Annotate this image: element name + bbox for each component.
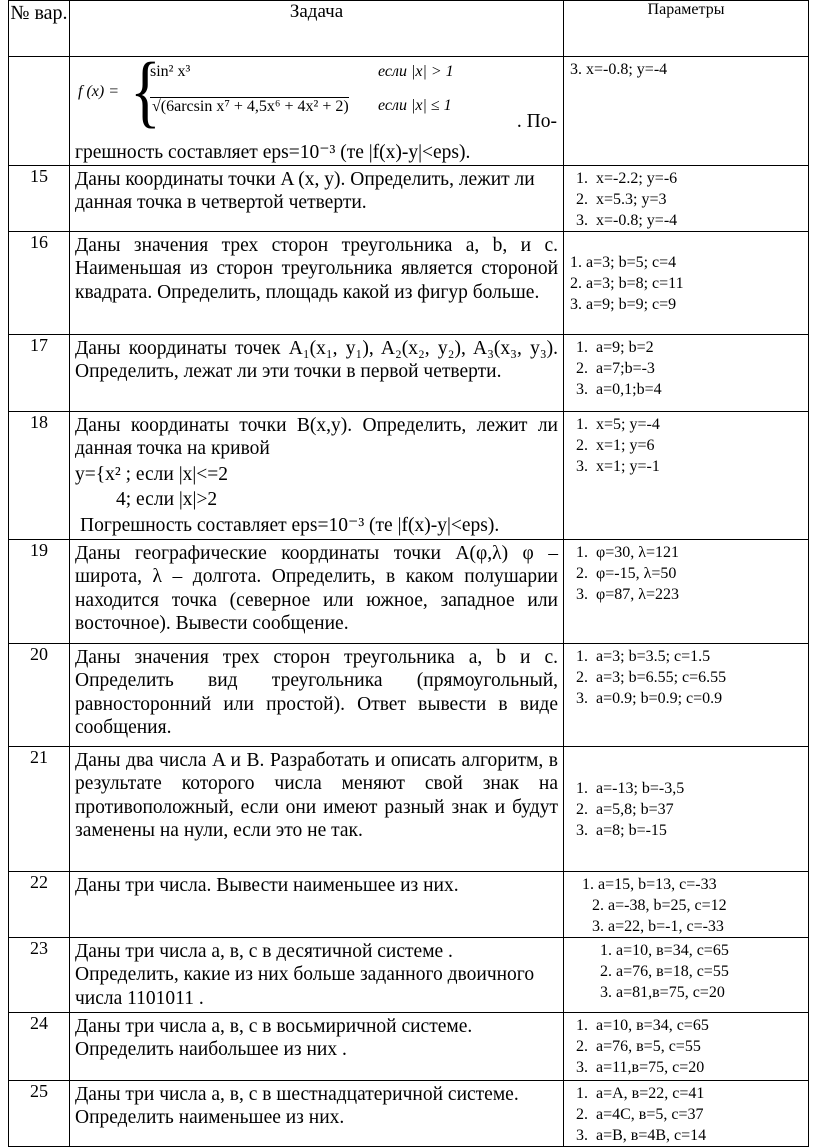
param-item: 2. a=76, в=5, c=55	[592, 1036, 804, 1057]
param-item: 3. a=22, b=-1, c=-33	[592, 917, 724, 935]
brace-icon: {	[130, 56, 161, 135]
param-item: 2. a=7;b=-3	[592, 358, 804, 379]
param-item: 1. a=3; b=5; c=4	[570, 254, 677, 271]
task-text: Даны три числа. Вывести наименьшее из них.	[75, 874, 459, 896]
task-cell	[70, 1080, 564, 1146]
param-item: 1. a=-13; b=-3,5	[592, 778, 804, 799]
param-item: 3. a=81,в=75, c=20	[600, 983, 725, 1001]
task-text: Даны значения трех сторон треугольника a, b и c. Определить вид треугольника (прямоугольный, равносторонний или простой). Ответ вывести в виде сообщения.	[75, 646, 558, 738]
row-num: 25	[9, 1080, 70, 1146]
task-cell	[70, 57, 564, 166]
params-cell	[564, 746, 809, 871]
task-text: грешность составляет eps=10⁻³ (те |f(x)-y|<eps).	[75, 142, 471, 163]
params-cell	[564, 1080, 809, 1146]
table-row	[9, 1080, 809, 1146]
formula-lhs: f (x) =	[78, 83, 119, 100]
param-item: 1. φ=30, λ=121	[592, 542, 804, 563]
row-num: 19	[9, 539, 70, 643]
param-item: 3. a=0,1;b=4	[592, 379, 804, 400]
table-row	[9, 334, 809, 411]
task-cell	[70, 643, 564, 746]
curve-case-1: y={x² ; если |x|<=2	[75, 463, 229, 485]
param-item: 3. a=B, в=4B, c=14	[592, 1125, 804, 1146]
params-cell	[564, 57, 809, 166]
param-item: 3. x=1; y=-1	[592, 456, 804, 477]
formula-cond-2: если |x| ≤ 1	[378, 97, 452, 114]
formula-case-1: sin² x³	[150, 63, 191, 80]
param-item: 3. a=8; b=-15	[592, 820, 804, 841]
task-cell	[70, 231, 564, 334]
row-num: 21	[9, 746, 70, 871]
task-text: Даны значения трех сторон треугольника a, b, и c. Наименьшая из сторон треугольника является стороной квадрата. Определить, площадь какой из фигур больше.	[75, 234, 558, 303]
param-item: 1. a=3; b=3.5; c=1.5	[592, 646, 804, 667]
curve-case-2: 4; если |x|>2	[116, 489, 218, 510]
param-item: 2. φ=-15, λ=50	[592, 563, 804, 584]
param-item: 2. a=-38, b=25, c=12	[592, 896, 727, 914]
row-num	[9, 57, 70, 166]
task-text: Даны географические координаты точки A(φ,λ) φ – широта, λ – долгота. Определить, в каком полушарии находится точка (северное или южное, западное или восточное). Вывести сообщение.	[75, 542, 558, 634]
table-row	[9, 165, 809, 231]
task-text: Даны два числа A и B. Разработать и описать алгоритм, в результате которого числа меняют свой знак на противоположный, если они имеют разный знак и будут заменены на нули, если это не так.	[75, 749, 558, 841]
task-cell	[70, 539, 564, 643]
table-row	[9, 746, 809, 871]
param-item: 2. a=5,8; b=37	[592, 799, 804, 820]
task-text: Даны три числа a, в, c в шестнадцатеричной системе. Определить наименьшее из них.	[75, 1083, 519, 1128]
row-num: 15	[9, 165, 70, 231]
param-item: 2. x=5.3; y=3	[592, 189, 804, 210]
params-cell	[564, 643, 809, 746]
table-row	[9, 1012, 809, 1080]
row-num: 16	[9, 231, 70, 334]
table-row	[9, 539, 809, 643]
param-item: 2. x=1; y=6	[592, 435, 804, 456]
row-num: 23	[9, 937, 70, 1012]
params-cell	[564, 165, 809, 231]
params-cell	[564, 334, 809, 411]
formula-case-2: √(6arcsin x⁷ + 4,5x⁶ + 4x² + 2)	[152, 98, 349, 115]
params-cell	[564, 231, 809, 334]
header-row	[9, 1, 809, 57]
table-row	[9, 231, 809, 334]
param-item: 2. a=3; b=8; c=11	[570, 275, 684, 292]
formula-tail: . По-	[516, 111, 557, 132]
row-num: 24	[9, 1012, 70, 1080]
row-num: 20	[9, 643, 70, 746]
param-item: 3. x=-0.8; y=-4	[592, 210, 804, 231]
param-item: 1. a=9; b=2	[592, 337, 804, 358]
param-item: 1. a=15, b=13, c=-33	[582, 875, 717, 893]
table-row	[9, 937, 809, 1012]
header-params: Параметры	[564, 1, 809, 57]
params-cell	[564, 871, 809, 937]
formula-cond-1: если |x| > 1	[378, 63, 454, 80]
table-row	[9, 643, 809, 746]
params-cell	[564, 411, 809, 539]
param-item: 3. a=9; b=9; c=9	[570, 296, 677, 313]
task-cell	[70, 334, 564, 411]
task-text: Даны координаты точки A (x, y). Определить, лежит ли данная точка в четвертой четверти.	[75, 168, 535, 213]
task-cell	[70, 746, 564, 871]
task-text: Даны три числа a, в, c в десятичной системе . Определить, какие из них больше заданного двоичного числа 1101011 .	[75, 940, 535, 1009]
task-cell	[70, 165, 564, 231]
params-cell	[564, 1012, 809, 1080]
task-cell	[70, 937, 564, 1012]
task-cell	[70, 871, 564, 937]
task-table	[8, 0, 809, 1147]
table-row	[9, 57, 809, 166]
table-row	[9, 411, 809, 539]
param-item: 2. a=3; b=6.55; c=6.55	[592, 667, 804, 688]
task-text: Даны три числа a, в, c в восьмиричной системе. Определить наибольшее из них .	[75, 1015, 473, 1060]
param-item: 3. φ=87, λ=223	[592, 584, 804, 605]
tolerance-text: Погрешность составляет eps=10⁻³ (те |f(x)-y|<eps).	[80, 514, 500, 536]
param-item: 3. a=0.9; b=0.9; c=0.9	[592, 688, 804, 709]
task-cell	[70, 1012, 564, 1080]
header-task: Задача	[70, 1, 564, 57]
row-num: 18	[9, 411, 70, 539]
header-num: № вар.	[9, 1, 70, 57]
params-cell	[564, 937, 809, 1012]
param-item: 1. a=10, в=34, c=65	[600, 941, 729, 959]
task-text: Даны координаты точек A₁(x₁, y₁), A₂(x₂, y₂), A₃(x₃, y₃). Определить, лежат ли эти точки в первой четверти.	[75, 337, 558, 382]
row-num: 17	[9, 334, 70, 411]
param-item: 2. a=76, в=18, c=55	[600, 962, 729, 980]
params-cell	[564, 539, 809, 643]
table-row	[9, 871, 809, 937]
param-item: 1. x=5; y=-4	[592, 414, 804, 435]
param-item: 1. a=A, в=22, c=41	[592, 1083, 804, 1104]
param-item: 1. a=10, в=34, c=65	[592, 1015, 804, 1036]
param-item: 1. x=-2.2; y=-6	[592, 168, 804, 189]
task-text: Даны координаты точки B(x,y). Определить, лежит ли данная точка на кривой	[75, 414, 558, 459]
piecewise-formula	[70, 57, 563, 141]
task-cell	[70, 411, 564, 539]
param-item: 2. a=4C, в=5, c=37	[592, 1104, 804, 1125]
row-num: 22	[9, 871, 70, 937]
param-item: 3. x=-0.8; y=-4	[570, 61, 668, 78]
param-item: 3. a=11,в=75, c=20	[592, 1057, 804, 1078]
